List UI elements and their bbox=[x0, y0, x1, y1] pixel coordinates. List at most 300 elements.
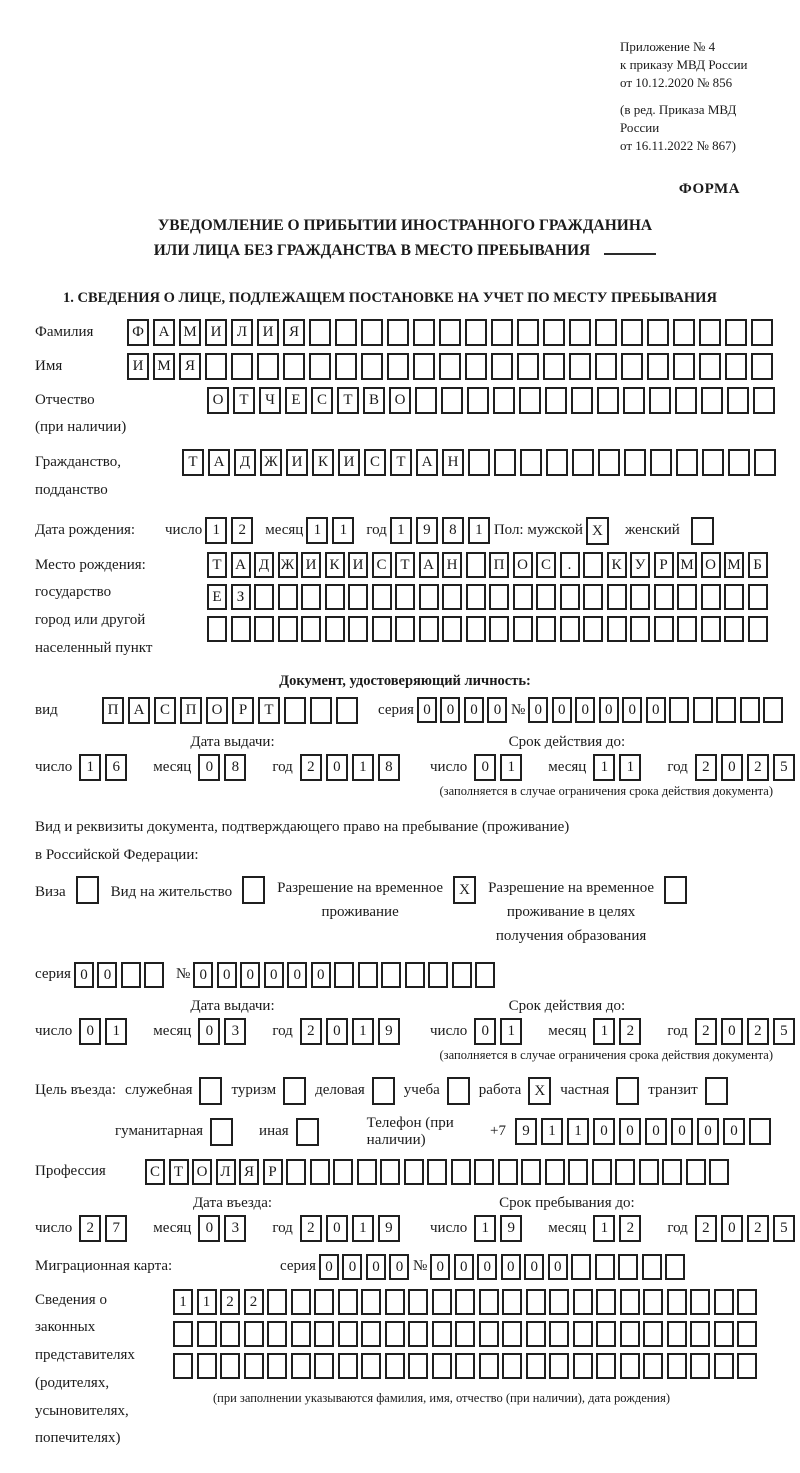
char-box[interactable]: И bbox=[257, 319, 279, 346]
char-box[interactable]: И bbox=[205, 319, 227, 346]
char-box[interactable] bbox=[620, 1321, 640, 1347]
char-box[interactable] bbox=[291, 1289, 311, 1315]
char-box[interactable]: 1 bbox=[619, 754, 641, 781]
char-box[interactable]: 0 bbox=[599, 697, 619, 723]
char-box[interactable] bbox=[338, 1353, 358, 1379]
birth-place-line-3[interactable] bbox=[207, 616, 771, 642]
char-box[interactable]: С bbox=[154, 697, 176, 724]
char-box[interactable]: 0 bbox=[575, 697, 595, 723]
char-box[interactable]: 1 bbox=[541, 1118, 563, 1145]
char-box[interactable] bbox=[654, 616, 674, 642]
char-box[interactable]: 0 bbox=[464, 697, 484, 723]
char-box[interactable]: 1 bbox=[593, 1215, 615, 1242]
char-box[interactable] bbox=[517, 353, 539, 380]
char-box[interactable] bbox=[714, 1321, 734, 1347]
char-box[interactable]: 0 bbox=[74, 962, 94, 988]
char-box[interactable] bbox=[267, 1289, 287, 1315]
char-box[interactable] bbox=[489, 584, 509, 610]
char-box[interactable]: 9 bbox=[378, 1215, 400, 1242]
char-box[interactable] bbox=[207, 616, 227, 642]
char-box[interactable] bbox=[546, 449, 568, 476]
char-box[interactable] bbox=[624, 449, 646, 476]
char-box[interactable]: 2 bbox=[300, 754, 322, 781]
char-box[interactable]: Я bbox=[179, 353, 201, 380]
char-box[interactable]: Е bbox=[207, 584, 227, 610]
char-box[interactable] bbox=[493, 387, 515, 414]
char-box[interactable] bbox=[455, 1353, 475, 1379]
char-box[interactable] bbox=[358, 962, 378, 988]
char-box[interactable] bbox=[361, 1321, 381, 1347]
char-box[interactable] bbox=[701, 616, 721, 642]
purpose-work-checkbox[interactable]: X bbox=[528, 1077, 551, 1105]
char-box[interactable]: К bbox=[312, 449, 334, 476]
char-box[interactable]: 2 bbox=[747, 1215, 769, 1242]
purpose-private-checkbox[interactable] bbox=[616, 1077, 639, 1105]
char-box[interactable] bbox=[573, 1353, 593, 1379]
char-box[interactable] bbox=[597, 387, 619, 414]
char-box[interactable] bbox=[647, 319, 669, 346]
phone-input[interactable] bbox=[515, 1118, 775, 1145]
char-box[interactable]: 0 bbox=[671, 1118, 693, 1145]
char-box[interactable] bbox=[439, 319, 461, 346]
char-box[interactable]: А bbox=[231, 552, 251, 578]
char-box[interactable]: М bbox=[724, 552, 744, 578]
char-box[interactable] bbox=[502, 1321, 522, 1347]
char-box[interactable] bbox=[419, 584, 439, 610]
residence-expiry-year[interactable] bbox=[695, 1018, 799, 1045]
char-box[interactable]: 0 bbox=[240, 962, 260, 988]
char-box[interactable] bbox=[220, 1321, 240, 1347]
char-box[interactable] bbox=[569, 319, 591, 346]
representatives-line-1[interactable] bbox=[173, 1289, 761, 1315]
char-box[interactable]: М bbox=[677, 552, 697, 578]
char-box[interactable]: Я bbox=[283, 319, 305, 346]
char-box[interactable] bbox=[526, 1321, 546, 1347]
char-box[interactable] bbox=[596, 1353, 616, 1379]
char-box[interactable] bbox=[338, 1289, 358, 1315]
char-box[interactable] bbox=[677, 584, 697, 610]
char-box[interactable]: 0 bbox=[528, 697, 548, 723]
char-box[interactable]: 1 bbox=[500, 754, 522, 781]
char-box[interactable] bbox=[408, 1289, 428, 1315]
char-box[interactable] bbox=[254, 584, 274, 610]
char-box[interactable] bbox=[479, 1289, 499, 1315]
char-box[interactable]: 0 bbox=[548, 1254, 568, 1280]
char-box[interactable]: 0 bbox=[326, 1018, 348, 1045]
char-box[interactable]: 0 bbox=[217, 962, 237, 988]
char-box[interactable] bbox=[314, 1289, 334, 1315]
char-box[interactable] bbox=[621, 353, 643, 380]
char-box[interactable]: О bbox=[513, 552, 533, 578]
char-box[interactable] bbox=[314, 1321, 334, 1347]
char-box[interactable] bbox=[372, 584, 392, 610]
char-box[interactable]: 1 bbox=[500, 1018, 522, 1045]
char-box[interactable] bbox=[348, 584, 368, 610]
char-box[interactable] bbox=[413, 319, 435, 346]
stay-year[interactable] bbox=[695, 1215, 799, 1242]
purpose-humanitarian-checkbox[interactable] bbox=[210, 1118, 233, 1146]
char-box[interactable] bbox=[724, 616, 744, 642]
char-box[interactable]: 0 bbox=[721, 1018, 743, 1045]
char-box[interactable] bbox=[583, 584, 603, 610]
char-box[interactable] bbox=[536, 584, 556, 610]
char-box[interactable]: 0 bbox=[389, 1254, 409, 1280]
char-box[interactable]: 0 bbox=[430, 1254, 450, 1280]
char-box[interactable]: Л bbox=[231, 319, 253, 346]
char-box[interactable]: 1 bbox=[352, 754, 374, 781]
char-box[interactable]: П bbox=[180, 697, 202, 724]
char-box[interactable]: 0 bbox=[487, 697, 507, 723]
char-box[interactable] bbox=[231, 353, 253, 380]
char-box[interactable]: Д bbox=[254, 552, 274, 578]
char-box[interactable] bbox=[596, 1289, 616, 1315]
char-box[interactable] bbox=[335, 319, 357, 346]
char-box[interactable]: 2 bbox=[619, 1215, 641, 1242]
char-box[interactable] bbox=[361, 319, 383, 346]
char-box[interactable]: 0 bbox=[477, 1254, 497, 1280]
char-box[interactable] bbox=[728, 449, 750, 476]
char-box[interactable] bbox=[572, 449, 594, 476]
char-box[interactable]: Б bbox=[748, 552, 768, 578]
char-box[interactable]: П bbox=[102, 697, 124, 724]
char-box[interactable] bbox=[441, 387, 463, 414]
char-box[interactable] bbox=[737, 1321, 757, 1347]
char-box[interactable] bbox=[560, 616, 580, 642]
char-box[interactable] bbox=[727, 387, 749, 414]
char-box[interactable] bbox=[573, 1289, 593, 1315]
char-box[interactable]: В bbox=[363, 387, 385, 414]
char-box[interactable]: 8 bbox=[442, 517, 464, 544]
char-box[interactable]: Т bbox=[233, 387, 255, 414]
char-box[interactable]: И bbox=[127, 353, 149, 380]
char-box[interactable] bbox=[395, 616, 415, 642]
char-box[interactable]: Т bbox=[207, 552, 227, 578]
char-box[interactable]: 0 bbox=[326, 1215, 348, 1242]
char-box[interactable] bbox=[569, 353, 591, 380]
char-box[interactable]: 1 bbox=[352, 1215, 374, 1242]
char-box[interactable] bbox=[725, 353, 747, 380]
char-box[interactable]: 2 bbox=[231, 517, 253, 544]
char-box[interactable] bbox=[310, 697, 332, 724]
char-box[interactable]: Т bbox=[337, 387, 359, 414]
char-box[interactable] bbox=[714, 1289, 734, 1315]
entry-year[interactable] bbox=[300, 1215, 404, 1242]
char-box[interactable] bbox=[121, 962, 141, 988]
char-box[interactable] bbox=[667, 1321, 687, 1347]
char-box[interactable] bbox=[754, 449, 776, 476]
char-box[interactable] bbox=[502, 1353, 522, 1379]
char-box[interactable] bbox=[643, 1353, 663, 1379]
char-box[interactable] bbox=[620, 1289, 640, 1315]
char-box[interactable] bbox=[254, 616, 274, 642]
char-box[interactable] bbox=[387, 353, 409, 380]
char-box[interactable] bbox=[197, 1321, 217, 1347]
char-box[interactable]: 2 bbox=[220, 1289, 240, 1315]
char-box[interactable] bbox=[701, 387, 723, 414]
char-box[interactable]: Н bbox=[442, 552, 462, 578]
char-box[interactable]: 0 bbox=[311, 962, 331, 988]
char-box[interactable] bbox=[361, 1353, 381, 1379]
char-box[interactable]: С bbox=[536, 552, 556, 578]
char-box[interactable] bbox=[467, 387, 489, 414]
char-box[interactable] bbox=[231, 616, 251, 642]
char-box[interactable]: С bbox=[372, 552, 392, 578]
char-box[interactable] bbox=[560, 584, 580, 610]
char-box[interactable]: 1 bbox=[79, 754, 101, 781]
char-box[interactable] bbox=[301, 616, 321, 642]
char-box[interactable] bbox=[763, 697, 783, 723]
char-box[interactable] bbox=[413, 353, 435, 380]
char-box[interactable]: 1 bbox=[567, 1118, 589, 1145]
char-box[interactable] bbox=[415, 387, 437, 414]
char-box[interactable] bbox=[494, 449, 516, 476]
char-box[interactable] bbox=[387, 319, 409, 346]
char-box[interactable] bbox=[432, 1353, 452, 1379]
char-box[interactable] bbox=[491, 353, 513, 380]
char-box[interactable] bbox=[466, 584, 486, 610]
char-box[interactable] bbox=[618, 1254, 638, 1280]
char-box[interactable]: А bbox=[208, 449, 230, 476]
purpose-business-checkbox[interactable] bbox=[372, 1077, 395, 1105]
char-box[interactable]: К bbox=[325, 552, 345, 578]
edu-residence-permit-checkbox[interactable] bbox=[664, 876, 687, 904]
char-box[interactable] bbox=[244, 1353, 264, 1379]
char-box[interactable] bbox=[479, 1321, 499, 1347]
char-box[interactable] bbox=[573, 1321, 593, 1347]
stay-day[interactable] bbox=[474, 1215, 526, 1242]
char-box[interactable]: Д bbox=[234, 449, 256, 476]
char-box[interactable] bbox=[348, 616, 368, 642]
patronymic-input[interactable] bbox=[207, 387, 779, 414]
char-box[interactable] bbox=[702, 449, 724, 476]
char-box[interactable]: А bbox=[416, 449, 438, 476]
char-box[interactable]: 1 bbox=[197, 1289, 217, 1315]
char-box[interactable]: 0 bbox=[287, 962, 307, 988]
identity-expiry-month[interactable] bbox=[593, 754, 645, 781]
char-box[interactable]: 8 bbox=[378, 754, 400, 781]
char-box[interactable] bbox=[405, 962, 425, 988]
char-box[interactable]: Р bbox=[263, 1159, 283, 1185]
char-box[interactable] bbox=[395, 584, 415, 610]
char-box[interactable] bbox=[267, 1321, 287, 1347]
char-box[interactable] bbox=[751, 353, 773, 380]
char-box[interactable] bbox=[338, 1321, 358, 1347]
char-box[interactable] bbox=[361, 353, 383, 380]
char-box[interactable] bbox=[314, 1353, 334, 1379]
char-box[interactable] bbox=[699, 319, 721, 346]
char-box[interactable] bbox=[442, 584, 462, 610]
char-box[interactable] bbox=[549, 1353, 569, 1379]
char-box[interactable]: 1 bbox=[352, 1018, 374, 1045]
char-box[interactable] bbox=[489, 616, 509, 642]
char-box[interactable]: 0 bbox=[366, 1254, 386, 1280]
char-box[interactable] bbox=[173, 1321, 193, 1347]
char-box[interactable] bbox=[571, 1254, 591, 1280]
char-box[interactable] bbox=[545, 387, 567, 414]
char-box[interactable] bbox=[607, 616, 627, 642]
char-box[interactable]: 0 bbox=[198, 1215, 220, 1242]
char-box[interactable] bbox=[699, 353, 721, 380]
char-box[interactable]: 0 bbox=[721, 754, 743, 781]
char-box[interactable] bbox=[475, 962, 495, 988]
char-box[interactable]: 5 bbox=[773, 1018, 795, 1045]
char-box[interactable] bbox=[714, 1353, 734, 1379]
char-box[interactable] bbox=[621, 319, 643, 346]
char-box[interactable]: О bbox=[389, 387, 411, 414]
char-box[interactable] bbox=[491, 319, 513, 346]
char-box[interactable]: 1 bbox=[306, 517, 328, 544]
char-box[interactable] bbox=[291, 1321, 311, 1347]
char-box[interactable] bbox=[220, 1353, 240, 1379]
char-box[interactable] bbox=[654, 584, 674, 610]
char-box[interactable]: 0 bbox=[645, 1118, 667, 1145]
char-box[interactable]: 1 bbox=[173, 1289, 193, 1315]
char-box[interactable]: 0 bbox=[454, 1254, 474, 1280]
char-box[interactable] bbox=[205, 353, 227, 380]
char-box[interactable]: 6 bbox=[105, 754, 127, 781]
char-box[interactable] bbox=[595, 319, 617, 346]
char-box[interactable] bbox=[244, 1321, 264, 1347]
sex-female-checkbox[interactable] bbox=[691, 517, 714, 545]
char-box[interactable] bbox=[381, 962, 401, 988]
char-box[interactable]: 0 bbox=[723, 1118, 745, 1145]
char-box[interactable] bbox=[520, 449, 542, 476]
char-box[interactable]: Е bbox=[285, 387, 307, 414]
char-box[interactable]: 2 bbox=[695, 1018, 717, 1045]
char-box[interactable]: Ж bbox=[278, 552, 298, 578]
char-box[interactable] bbox=[173, 1353, 193, 1379]
identity-issue-month[interactable] bbox=[198, 754, 250, 781]
char-box[interactable] bbox=[466, 616, 486, 642]
char-box[interactable] bbox=[442, 616, 462, 642]
char-box[interactable] bbox=[385, 1353, 405, 1379]
char-box[interactable] bbox=[309, 319, 331, 346]
char-box[interactable] bbox=[725, 319, 747, 346]
doc-number-input[interactable] bbox=[528, 697, 787, 723]
char-box[interactable] bbox=[361, 1289, 381, 1315]
char-box[interactable] bbox=[336, 697, 358, 724]
char-box[interactable] bbox=[649, 387, 671, 414]
char-box[interactable] bbox=[650, 449, 672, 476]
char-box[interactable]: 3 bbox=[224, 1018, 246, 1045]
char-box[interactable] bbox=[740, 697, 760, 723]
char-box[interactable] bbox=[607, 584, 627, 610]
entry-day[interactable] bbox=[79, 1215, 131, 1242]
char-box[interactable] bbox=[536, 616, 556, 642]
residence-issue-month[interactable] bbox=[198, 1018, 250, 1045]
char-box[interactable] bbox=[372, 616, 392, 642]
char-box[interactable] bbox=[408, 1321, 428, 1347]
char-box[interactable]: Т bbox=[182, 449, 204, 476]
char-box[interactable] bbox=[620, 1353, 640, 1379]
char-box[interactable]: И bbox=[301, 552, 321, 578]
representatives-line-3[interactable] bbox=[173, 1353, 761, 1379]
migration-series-input[interactable] bbox=[319, 1254, 413, 1280]
char-box[interactable]: Т bbox=[395, 552, 415, 578]
char-box[interactable]: Я bbox=[239, 1159, 259, 1185]
char-box[interactable]: О bbox=[192, 1159, 212, 1185]
purpose-other-checkbox[interactable] bbox=[296, 1118, 319, 1146]
char-box[interactable]: 8 bbox=[224, 754, 246, 781]
char-box[interactable]: 0 bbox=[501, 1254, 521, 1280]
char-box[interactable]: 2 bbox=[244, 1289, 264, 1315]
char-box[interactable] bbox=[676, 449, 698, 476]
char-box[interactable]: 3 bbox=[224, 1215, 246, 1242]
char-box[interactable]: Ч bbox=[259, 387, 281, 414]
char-box[interactable] bbox=[428, 962, 448, 988]
char-box[interactable] bbox=[513, 584, 533, 610]
char-box[interactable]: 0 bbox=[440, 697, 460, 723]
char-box[interactable] bbox=[468, 449, 490, 476]
char-box[interactable] bbox=[455, 1289, 475, 1315]
char-box[interactable]: И bbox=[338, 449, 360, 476]
char-box[interactable]: 0 bbox=[198, 754, 220, 781]
char-box[interactable] bbox=[690, 1289, 710, 1315]
char-box[interactable] bbox=[284, 697, 306, 724]
char-box[interactable]: М bbox=[179, 319, 201, 346]
char-box[interactable]: 2 bbox=[747, 1018, 769, 1045]
char-box[interactable] bbox=[571, 387, 593, 414]
char-box[interactable] bbox=[325, 584, 345, 610]
char-box[interactable] bbox=[748, 616, 768, 642]
char-box[interactable]: 2 bbox=[695, 754, 717, 781]
char-box[interactable]: 0 bbox=[721, 1215, 743, 1242]
char-box[interactable]: 5 bbox=[773, 1215, 795, 1242]
char-box[interactable] bbox=[751, 319, 773, 346]
char-box[interactable]: 0 bbox=[326, 754, 348, 781]
char-box[interactable]: 1 bbox=[332, 517, 354, 544]
char-box[interactable] bbox=[673, 353, 695, 380]
char-box[interactable] bbox=[543, 319, 565, 346]
char-box[interactable]: 2 bbox=[79, 1215, 101, 1242]
char-box[interactable] bbox=[502, 1289, 522, 1315]
residence-issue-day[interactable] bbox=[79, 1018, 131, 1045]
char-box[interactable] bbox=[642, 1254, 662, 1280]
char-box[interactable]: С bbox=[145, 1159, 165, 1185]
char-box[interactable] bbox=[749, 1118, 771, 1145]
char-box[interactable] bbox=[455, 1321, 475, 1347]
char-box[interactable]: 0 bbox=[697, 1118, 719, 1145]
char-box[interactable] bbox=[598, 449, 620, 476]
char-box[interactable]: 0 bbox=[417, 697, 437, 723]
char-box[interactable]: 0 bbox=[193, 962, 213, 988]
char-box[interactable] bbox=[144, 962, 164, 988]
temp-residence-permit-checkbox[interactable]: X bbox=[453, 876, 476, 904]
residence-issue-year[interactable] bbox=[300, 1018, 404, 1045]
birth-day-input[interactable] bbox=[205, 517, 257, 544]
char-box[interactable]: 2 bbox=[300, 1018, 322, 1045]
char-box[interactable]: Р bbox=[654, 552, 674, 578]
entry-month[interactable] bbox=[198, 1215, 250, 1242]
doc-series-input[interactable] bbox=[417, 697, 511, 723]
char-box[interactable] bbox=[465, 353, 487, 380]
char-box[interactable] bbox=[595, 1254, 615, 1280]
residence-expiry-day[interactable] bbox=[474, 1018, 526, 1045]
stay-month[interactable] bbox=[593, 1215, 645, 1242]
char-box[interactable] bbox=[513, 616, 533, 642]
char-box[interactable] bbox=[543, 353, 565, 380]
char-box[interactable]: С bbox=[364, 449, 386, 476]
char-box[interactable]: Р bbox=[232, 697, 254, 724]
char-box[interactable]: 9 bbox=[515, 1118, 537, 1145]
char-box[interactable] bbox=[667, 1353, 687, 1379]
char-box[interactable]: 5 bbox=[773, 754, 795, 781]
doc-kind-input[interactable] bbox=[102, 697, 362, 724]
char-box[interactable] bbox=[291, 1353, 311, 1379]
char-box[interactable] bbox=[724, 584, 744, 610]
char-box[interactable]: 2 bbox=[695, 1215, 717, 1242]
char-box[interactable]: 1 bbox=[593, 1018, 615, 1045]
